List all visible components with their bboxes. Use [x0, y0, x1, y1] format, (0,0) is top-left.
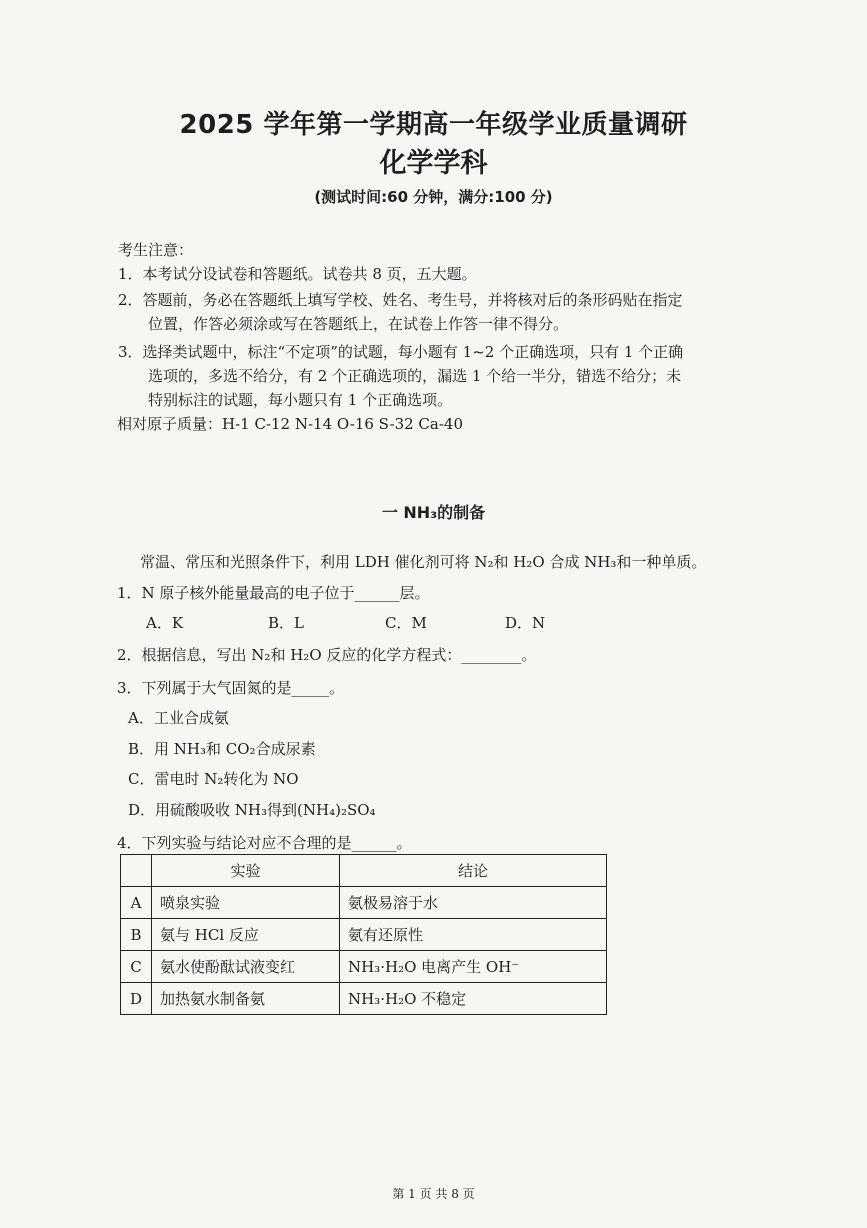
table-cell: 氨有还原性 [340, 919, 607, 951]
q1-option-c: C．M [385, 614, 427, 632]
notice-item: 位置，作答必须涂或写在答题纸上，在试卷上作答一律不得分。 [148, 315, 569, 333]
subject-title: 化学学科 [379, 148, 488, 179]
q1-option-d: D．N [505, 614, 546, 632]
table-header: 结论 [340, 855, 607, 887]
table-cell: 氨与 HCl 反应 [152, 919, 340, 951]
q1-option-b: B．L [268, 614, 304, 632]
q3-option-d: D．用硫酸吸收 NH₃得到(NH₄)₂SO₄ [128, 801, 376, 819]
table-row [121, 919, 607, 951]
exam-info: (测试时间:60 分钟，满分:100 分) [314, 188, 553, 206]
table-cell: B [121, 919, 152, 951]
table-cell: 喷泉实验 [152, 887, 340, 919]
question-2: 2．根据信息，写出 N₂和 H₂O 反应的化学方程式：________。 [117, 646, 537, 664]
table-cell: D [121, 983, 152, 1015]
exam-title: 2025 学年第一学期高一年级学业质量调研 [179, 110, 688, 140]
table-row [121, 951, 607, 983]
q3-option-b: B．用 NH₃和 CO₂合成尿素 [128, 740, 316, 758]
notice-heading: 考生注意： [118, 241, 194, 259]
table-cell: C [121, 951, 152, 983]
table-row [121, 983, 607, 1015]
q3-option-a: A．工业合成氨 [128, 709, 229, 727]
question-1: 1．N 原子核外能量最高的电子位于______层。 [117, 584, 430, 602]
notice-item: 2．答题前，务必在答题纸上填写学校、姓名、考生号，并将核对后的条形码贴在指定 [118, 291, 683, 309]
table-header-row [121, 855, 607, 887]
table-cell: NH₃·H₂O 不稳定 [340, 983, 607, 1015]
question-3: 3．下列属于大气固氮的是_____。 [117, 679, 345, 697]
page-footer: 第 1 页 共 8 页 [392, 1187, 475, 1201]
table-cell: NH₃·H₂O 电离产生 OH⁻ [340, 951, 607, 983]
notice-block [118, 238, 738, 412]
notice-item: 特别标注的试题，每小题只有 1 个正确选项。 [148, 391, 453, 409]
q1-option-a: A．K [146, 614, 184, 632]
notice-item: 1．本考试分设试卷和答题纸。试卷共 8 页，五大题。 [118, 265, 477, 283]
table-header [121, 855, 152, 887]
table-cell: A [121, 887, 152, 919]
question-4: 4．下列实验与结论对应不合理的是______。 [117, 834, 412, 852]
table-cell: 氨极易溶于水 [340, 887, 607, 919]
section-intro: 常温、常压和光照条件下，利用 LDH 催化剂可将 N₂和 H₂O 合成 NH₃和一种单质。 [140, 553, 707, 571]
atomic-masses: 相对原子质量：H-1 C-12 N-14 O-16 S-32 Ca-40 [117, 415, 464, 433]
section-title: 一 NH₃的制备 [381, 503, 486, 522]
q3-option-c: C．雷电时 N₂转化为 NO [128, 770, 299, 788]
notice-item: 选项的，多选不给分，有 2 个正确选项的，漏选 1 个给一半分，错选不给分；未 [148, 367, 682, 385]
experiment-table [120, 854, 607, 1015]
table-header: 实验 [152, 855, 340, 887]
table-cell: 加热氨水制备氨 [152, 983, 340, 1015]
notice-item: 3．选择类试题中，标注“不定项”的试题，每小题有 1~2 个正确选项，只有 1 个正确 [118, 343, 684, 361]
table-cell: 氨水使酚酞试液变红 [152, 951, 340, 983]
table-row [121, 887, 607, 919]
